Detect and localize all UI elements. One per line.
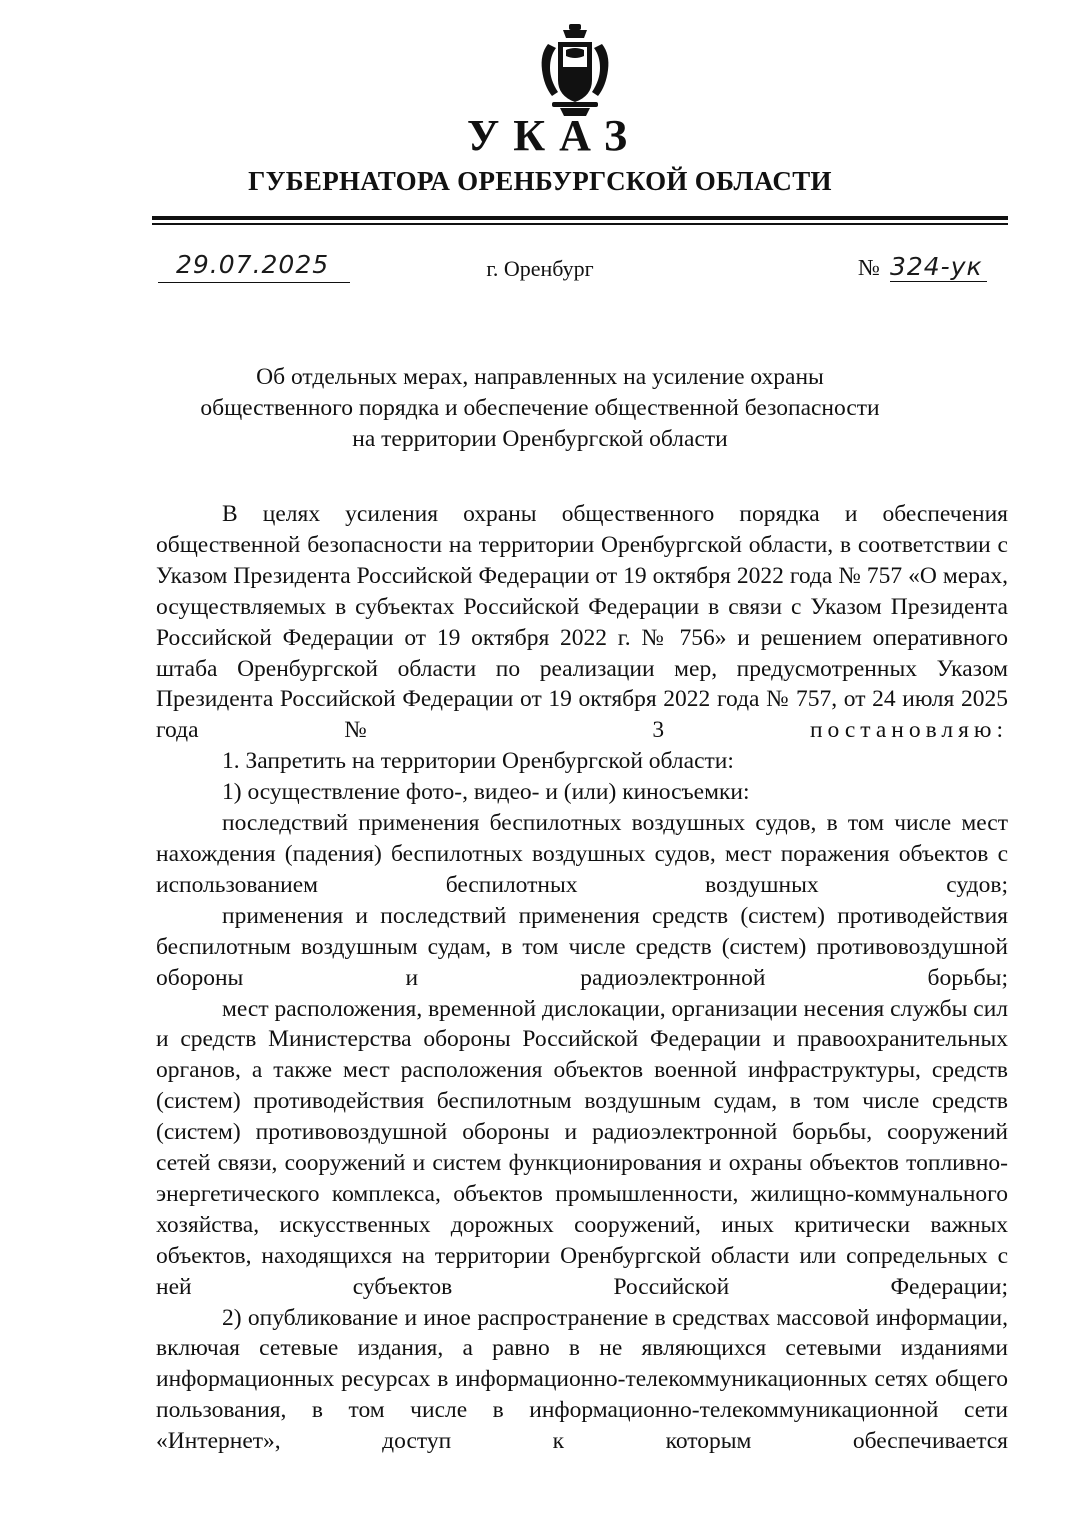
paragraph-c: мест расположения, временной дислокации, организации несения службы сил и средств Министерства обороны Российской Федерации и правоохранительных органов, а также мест расположения объектов военной инфраструктуры, средств (систем) противодействия беспилотным воздушным судам, в том числе средств (систем) противовоздушной обороны и радиоэлектронной борьбы, сооружений сетей связи, сооружений и систем функционирования и охраны объектов топливно-энергетического комплекса, объектов промышленности, жилищно-коммунального хозяйства, искусственных дорожных сооружений, иных критически важных объектов, находящихся на территории Оренбургской области или сопредельных с ней субъектов Российской Федерации; [156, 995, 1008, 1300]
item-1-2: 2) опубликование и иное распространение в средствах массовой информации, включая сетевые издания, а равно в не являющихся сетевыми изданиями информационных ресурсах в информационно-телекоммуникационных сетях общего пользования, в том числе в информационно-телекоммуникационной сети «Интернет», доступ к которым обеспечивается [156, 1304, 1008, 1455]
document-body [156, 499, 1008, 1457]
document-title: УКАЗ [466, 111, 642, 160]
header-divider-thin [152, 223, 1008, 225]
subject-line: Об отдельных мерах, направленных на усиление охраны [256, 364, 824, 390]
intro-paragraph [156, 499, 1008, 746]
document-city: г. Оренбург [486, 256, 594, 281]
document-date: 29.07.2025 [176, 250, 330, 279]
coat-of-arms-emblem [538, 22, 612, 118]
resolution-word: постановляю: [809, 717, 1008, 744]
item-1-1: 1) осуществление фото-, видео- и (или) киносъемки: [222, 779, 750, 806]
subject-line: общественного порядка и обеспечение общественной безопасности [200, 395, 880, 421]
document-number-field [858, 252, 987, 282]
header-divider-thick [152, 216, 1008, 220]
paragraph-b: применения и последствий применения средств (систем) противодействия беспилотным воздушным судам, в том числе средств (систем) противовоздушной обороны и радиоэлектронной борьбы; [156, 902, 1008, 991]
subject-line: на территории Оренбургской области [352, 426, 728, 452]
document-number: 324-ук [890, 252, 987, 282]
paragraph-a: последствий применения беспилотных воздушных судов, в том числе мест нахождения (падения) беспилотных воздушных судов, мест поражения объектов с использованием беспилотных воздушных судов; [156, 810, 1008, 898]
document-subtitle: ГУБЕРНАТОРА ОРЕНБУРГСКОЙ ОБЛАСТИ [248, 166, 832, 196]
item-1: 1. Запретить на территории Оренбургской области: [222, 748, 734, 775]
intro-text: В целях усиления охраны общественного порядка и обеспечения общественной безопасности на территории Оренбургской области, в соответствии с Указом Президента Российской Федерации от 19 октября 2022 года № 757 «О мерах, осуществляемых в субъектах Российской Федерации в связи с Указом Президента Российской Федерации от 19 октября 2022 г. № 756» и решением оперативного штаба Оренбургской области по реализации мер, предусмотренных Указом Президента Российской Федерации от 19 октября 2022 года № 757, от 24 июля 2025 года № 3 [156, 501, 1008, 744]
number-sign: № [858, 255, 880, 280]
document-subject [0, 362, 1080, 455]
